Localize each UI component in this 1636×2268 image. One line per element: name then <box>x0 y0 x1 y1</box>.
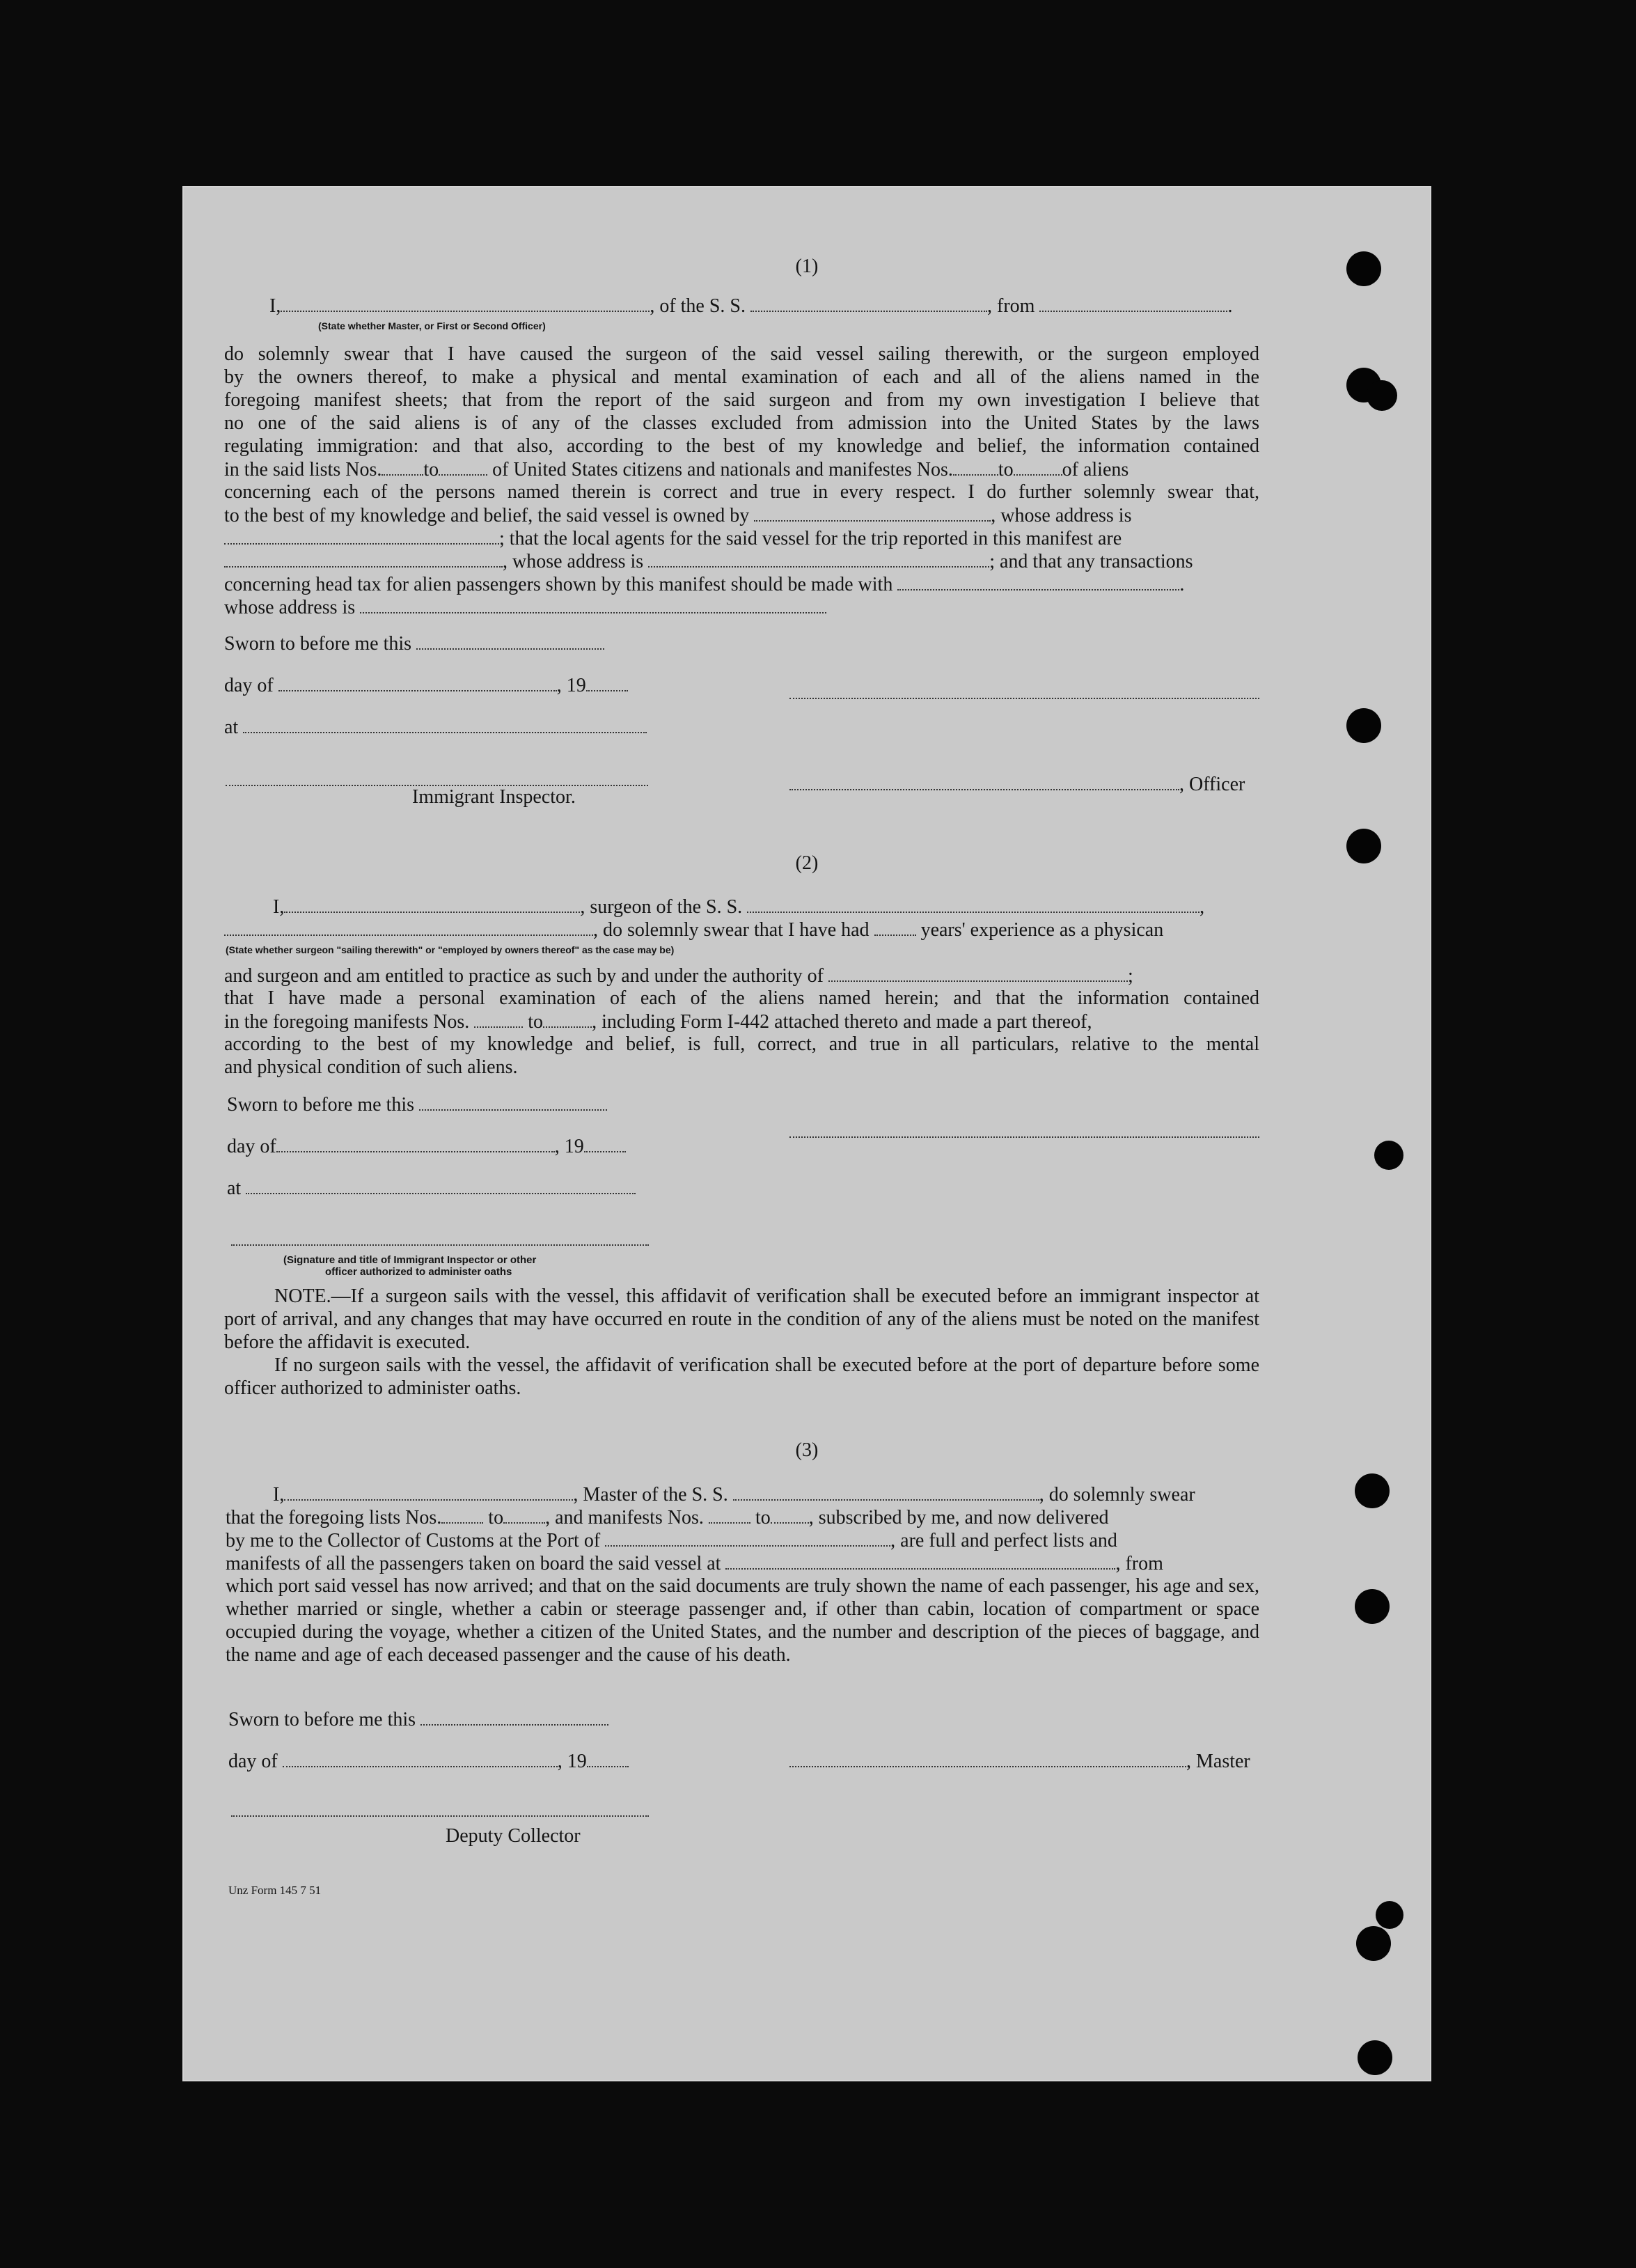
section-1-body-line-3: foregoing manifest sheets; that from the report of the said surgeon and from my own investigation I believe that <box>224 389 1259 411</box>
text-solemnly-swear: , do solemnly swear that I have had <box>593 919 870 941</box>
section-1-line-6 <box>224 457 1128 481</box>
section-1-dayof <box>224 673 628 697</box>
sworn-blank[interactable] <box>416 632 604 650</box>
s2-place-blank[interactable] <box>246 1176 636 1194</box>
text-years-experience: years' experience as a physican <box>920 919 1164 941</box>
section-1-first-line <box>269 294 1232 318</box>
manifest-to-blank[interactable] <box>1014 457 1062 476</box>
text-head-tax: concerning head tax for alien passengers shown by this manifest should be made with <box>224 574 893 595</box>
text-foregoing-lists: that the foregoing lists Nos. <box>226 1507 442 1528</box>
section-1-body-line-4: no one of the said aliens is of any of the classes excluded from admission into the United States by the laws <box>224 412 1259 434</box>
officer-title-note: (State whether Master, or First or Second Officer) <box>318 320 546 331</box>
text-sworn: Sworn to before me this <box>227 1094 415 1116</box>
section-1-line-8 <box>224 503 1131 527</box>
section-3-line-3 <box>226 1528 1117 1552</box>
authority-blank[interactable] <box>828 964 1128 982</box>
list-from-blank[interactable] <box>382 457 423 476</box>
master-name-blank[interactable] <box>284 1483 573 1501</box>
s2-manifest-from-blank[interactable] <box>474 1010 523 1028</box>
text-manifests-nos: in the foregoing manifests Nos. <box>224 1011 470 1033</box>
agents-address-blank[interactable] <box>648 549 989 568</box>
inspector-signature-line-2[interactable] <box>231 1244 649 1246</box>
section-1-line-9 <box>224 526 1122 550</box>
surgeon-name-blank[interactable] <box>284 895 580 913</box>
text-nineteen: , 19 <box>557 1751 587 1772</box>
text-to: to <box>528 1011 544 1033</box>
section-2-dayof <box>227 1134 626 1158</box>
port-blank[interactable] <box>605 1528 890 1547</box>
agents-blank[interactable] <box>224 549 503 568</box>
text-collector: by me to the Collector of Customs at the Port of <box>226 1530 601 1551</box>
surgeon-type-note: (State whether surgeon "sailing therewith" or "employed by owners thereof" as the case may be) <box>226 944 675 955</box>
note-paragraph-2: If no surgeon sails with the vessel, the affidavit of verification shall be executed before at the port of departure before some officer authorized to administer oaths. <box>224 1354 1259 1399</box>
s3-list-from-blank[interactable] <box>441 1506 483 1524</box>
signature-note-1: (Signature and title of Immigrant Inspector or other <box>283 1254 537 1266</box>
s2-month-blank[interactable] <box>276 1134 555 1152</box>
deputy-signature-line[interactable] <box>231 1815 649 1817</box>
section-2-line-7: and physical condition of such aliens. <box>224 1056 518 1078</box>
section-2-sworn <box>227 1093 607 1116</box>
text-master-of-ss: , Master of the S. S. <box>573 1484 728 1506</box>
place-blank[interactable] <box>243 715 647 733</box>
text-at: at <box>227 1178 242 1199</box>
master-signature-blank[interactable] <box>789 1749 1186 1767</box>
section-2-line-4: that I have made a personal examination of each of the aliens named herein; and that the information contained <box>224 987 1259 1009</box>
section-2-number: (2) <box>795 852 819 874</box>
text-whose-address: , whose address is <box>991 505 1132 526</box>
owner-blank[interactable] <box>754 503 991 522</box>
section-1-number: (1) <box>795 256 819 277</box>
text-from: , from <box>1115 1553 1163 1574</box>
text-surgeon-of-ss: , surgeon of the S. S. <box>580 896 743 918</box>
deputy-collector-label: Deputy Collector <box>446 1825 581 1847</box>
text-whose-address: , whose address is <box>503 551 644 572</box>
officer-title-blank[interactable] <box>281 294 650 312</box>
s2-manifest-to-blank[interactable] <box>543 1010 592 1028</box>
section-2-line-1 <box>273 895 1204 918</box>
text-day-of: day of <box>228 1751 278 1772</box>
s3-list-to-blank[interactable] <box>503 1506 545 1524</box>
text-of-aliens: of aliens <box>1062 459 1129 480</box>
text-manifests-nos: , and manifests Nos. <box>545 1507 704 1528</box>
surgeon-signature-line[interactable] <box>789 1136 1259 1138</box>
text-subscribed: , subscribed by me, and now delivered <box>808 1507 1109 1528</box>
text-semicolon: ; <box>1128 965 1133 987</box>
text-to: to <box>423 459 439 480</box>
note-paragraph-1: NOTE.—If a surgeon sails with the vessel, this affidavit of verification shall be executed before an immigrant inspector at port of arrival, and any changes that may have occurred en route in the condition of any of the aliens must be noted on the manifest before the affidavit is executed. <box>224 1285 1259 1353</box>
section-1-line-11 <box>224 572 1184 596</box>
text-from: , from <box>987 295 1035 317</box>
text-authority: and surgeon and am entitled to practice as such by and under the authority of <box>224 965 824 987</box>
text-day-of: day of <box>224 675 274 696</box>
text-manifests-of: manifests of all the passengers taken on board the said vessel at <box>226 1553 721 1574</box>
text-form-i442: , including Form I-442 attached thereto and made a part thereof, <box>592 1011 1092 1033</box>
years-blank[interactable] <box>874 918 916 936</box>
officer-signature-blank[interactable] <box>789 772 1179 790</box>
text-i: I, <box>269 295 281 317</box>
vessel-name-blank[interactable] <box>750 294 987 312</box>
text-comma: , <box>1200 896 1205 918</box>
text-to: to <box>755 1507 771 1528</box>
s3-month-blank[interactable] <box>283 1749 558 1767</box>
text-i: I, <box>273 896 285 918</box>
section-1-body-line-5: regulating immigration: and that also, according to the best of my knowledge and belief, the information contained <box>224 435 1259 457</box>
departure-port-blank[interactable] <box>1039 294 1227 312</box>
signature-note-2: officer authorized to administer oaths <box>325 1266 512 1278</box>
text-local-agents: ; that the local agents for the said vessel for the trip reported in this manifest are <box>499 528 1122 549</box>
punch-hole <box>1355 1589 1390 1624</box>
month-blank[interactable] <box>278 673 557 691</box>
officer-signature-line-top[interactable] <box>789 698 1259 699</box>
text-nineteen: , 19 <box>554 1136 584 1157</box>
surgeon-type-blank[interactable] <box>224 918 593 936</box>
section-1-body-line-1: do solemnly swear that I have caused the surgeon of the said vessel sailing therewith, or the surgeon employed <box>224 343 1259 365</box>
officer-signature <box>789 772 1245 796</box>
section-2-line-5 <box>224 1010 1092 1033</box>
text-owned-by: to the best of my knowledge and belief, the said vessel is owned by <box>224 505 750 526</box>
section-1-line-10 <box>224 549 1193 573</box>
section-3-number: (3) <box>795 1439 819 1461</box>
text-full-perfect: , are full and perfect lists and <box>890 1530 1117 1551</box>
punch-hole <box>1376 1901 1403 1929</box>
section-1-body-line-2: by the owners thereof, to make a physical and mental examination of each and all of the aliens named in the <box>224 366 1259 388</box>
text-master: , Master <box>1186 1751 1250 1772</box>
text-solemnly-swear: , do solemnly swear <box>1039 1484 1195 1506</box>
text-i: I, <box>273 1484 285 1506</box>
s3-manifest-to-blank[interactable] <box>771 1506 809 1524</box>
head-tax-agent-blank[interactable] <box>897 572 1179 591</box>
form-id: Unz Form 145 7 51 <box>228 1884 322 1897</box>
section-2-at <box>227 1176 636 1200</box>
text-citizens: of United States citizens and nationals and manifestes Nos. <box>492 459 953 480</box>
section-3-line-2 <box>226 1506 1109 1529</box>
manifest-from-blank[interactable] <box>953 457 998 476</box>
text-sworn: Sworn to before me this <box>228 1709 416 1730</box>
text-whose-address: whose address is <box>224 597 356 618</box>
s3-sworn-blank[interactable] <box>420 1707 608 1726</box>
text-period: . <box>1227 295 1233 317</box>
punch-hole <box>1374 1141 1403 1170</box>
s3-manifest-from-blank[interactable] <box>709 1506 750 1524</box>
s3-year-blank[interactable] <box>587 1749 629 1767</box>
form-page <box>182 186 1431 2081</box>
year-blank[interactable] <box>586 673 628 691</box>
owner-address-blank[interactable] <box>224 526 499 545</box>
section-1-sworn <box>224 632 604 655</box>
text-at: at <box>224 717 239 738</box>
text-of-ss: , of the S. S. <box>650 295 746 317</box>
master-signature <box>789 1749 1250 1773</box>
immigrant-inspector-label: Immigrant Inspector. <box>412 786 576 808</box>
text-to: to <box>488 1507 504 1528</box>
punch-hole <box>1356 1926 1391 1961</box>
punch-hole <box>1355 1473 1390 1508</box>
section-3-line-4 <box>226 1551 1163 1575</box>
punch-hole <box>1346 708 1381 743</box>
list-to-blank[interactable] <box>439 457 487 476</box>
boarding-port-blank[interactable] <box>725 1551 1115 1570</box>
section-1-at <box>224 715 647 739</box>
text-sworn: Sworn to before me this <box>224 633 412 655</box>
punch-hole <box>1346 251 1381 286</box>
section-2-line-6: according to the best of my knowledge and belief, is full, correct, and true in all particulars, relative to the mental <box>224 1033 1259 1055</box>
punch-hole <box>1358 2040 1392 2075</box>
text-period: . <box>1179 574 1185 595</box>
s3-vessel-blank[interactable] <box>733 1483 1039 1501</box>
text-transactions: ; and that any transactions <box>989 551 1193 572</box>
section-1-line-12 <box>224 595 826 619</box>
text-day-of: day of <box>227 1136 276 1157</box>
section-1-line-7: concerning each of the persons named therein is correct and true in every respect. I do further solemnly swear that, <box>224 481 1259 503</box>
text-nineteen: , 19 <box>556 675 586 696</box>
punch-hole <box>1346 829 1381 863</box>
section-2-line-2 <box>224 918 1163 941</box>
text-to: to <box>998 459 1014 480</box>
section-3-body: which port said vessel has now arrived; and that on the said documents are truly shown the name of each passenger, his age and sex, whether married or single, whether a cabin or steerage passenger and, if other than cabin, location of compartment or space occupied during the voyage, whether a citizen of the United States, and the number and description of the pieces of baggage, and the name and age of each deceased passenger and the cause of his death. <box>226 1575 1259 1666</box>
s2-sworn-blank[interactable] <box>419 1093 607 1111</box>
text-lists-nos: in the said lists Nos. <box>224 459 382 480</box>
surgeon-vessel-blank[interactable] <box>747 895 1200 913</box>
section-3-sworn <box>228 1707 608 1731</box>
section-3-dayof <box>228 1749 629 1773</box>
head-tax-address-blank[interactable] <box>360 595 826 613</box>
section-3-line-1 <box>273 1483 1195 1506</box>
text-officer: , Officer <box>1179 774 1245 795</box>
section-2-line-3 <box>224 964 1133 987</box>
punch-hole <box>1367 380 1397 411</box>
s2-year-blank[interactable] <box>584 1134 626 1152</box>
